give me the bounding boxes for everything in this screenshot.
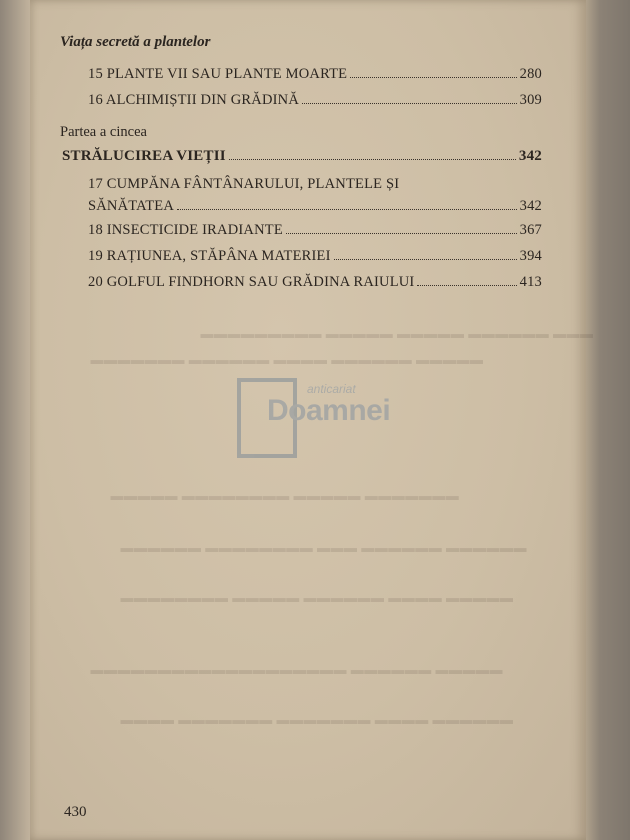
- toc-entry-15: [88, 66, 542, 83]
- toc-entry-18: [88, 222, 542, 239]
- toc-page-number: 280: [519, 66, 542, 82]
- toc-entry-label: 18 INSECTICIDE IRADIANTE: [88, 222, 283, 238]
- toc-entry-label: 20 GOLFUL FINDHORN SAU GRĂDINA RAIULUI: [88, 274, 415, 290]
- toc-entry-label: 15 PLANTE VII SAU PLANTE MOARTE: [88, 66, 348, 82]
- watermark-small-text: anticariat: [307, 382, 356, 396]
- dot-leader: [302, 103, 517, 104]
- toc-entry-label: SĂNĂTATEA: [88, 198, 175, 214]
- page-number: 430: [64, 804, 87, 820]
- dot-leader: [350, 77, 516, 78]
- part-title: STRĂLUCIREA VIEȚII: [62, 148, 226, 164]
- toc-page-number: 309: [519, 92, 542, 108]
- toc-page-number: 394: [519, 248, 542, 264]
- dot-leader: [177, 209, 517, 210]
- toc-entry-17-line1: 17 CUMPĂNA FÂNTÂNARULUI, PLANTELE ȘI: [88, 176, 400, 192]
- book-page-photo: ▬▬▬ ▬▬▬▬▬▬ ▬▬▬▬▬ ▬▬▬▬▬ ▬▬▬▬▬▬▬▬▬ ▬▬▬▬▬ ▬▬▬▬▬▬ ▬▬▬▬ ▬▬▬▬▬▬ ▬▬▬▬▬▬▬ ▬▬▬▬▬▬▬ ▬▬▬▬▬ ▬▬▬▬▬▬▬▬ ▬▬▬▬▬ ▬▬▬▬▬▬ ▬▬▬▬▬▬ ▬▬▬ ▬▬▬▬▬▬▬▬ ▬▬▬▬▬▬ ▬▬▬▬▬ ▬▬▬▬ ▬▬▬▬▬▬ ▬▬▬▬▬ ▬▬▬▬▬▬▬▬ ▬▬▬▬▬ ▬▬▬▬▬▬ ▬▬▬▬▬▬▬▬▬▬▬▬▬▬▬▬▬▬▬ ▬▬▬▬▬▬ ▬▬▬▬ ▬▬▬▬▬▬▬ ▬▬▬▬▬▬▬ ▬▬▬▬ Viața secretă a plantelor 15 PLANTE VII SAU PLANTE MOARTE 280 16 ALCHIMIȘTII DIN GRĂDINĂ 309 Partea a cincea STRĂLUCIREA VIEȚII 342 17 CUMPĂNA FÂNTÂNARULUI, PLANTELE ȘI SĂNĂTATEA 342 18 INSECTICIDE IRADIANTE 367 19 RAȚIUNEA, STĂPÂNA MATERIEI 394 20 GOLFUL FINDHORN SAU GRĂDINA RAIULUI 413 anticariat Doamnei 430: [0, 0, 630, 840]
- toc-entry-label: 19 RAȚIUNEA, STĂPÂNA MATERIEI: [88, 248, 331, 264]
- toc-entry-17: [88, 198, 542, 215]
- toc-page-number: 342: [518, 148, 542, 164]
- toc-page-number: 413: [519, 274, 542, 290]
- dot-leader: [417, 285, 516, 286]
- toc-entry-20: [88, 274, 542, 291]
- dot-leader: [334, 259, 517, 260]
- watermark-brand-text: Doamnei: [267, 394, 391, 427]
- toc-entry-16: [88, 92, 542, 109]
- toc-entry-19: [88, 248, 542, 265]
- section-title: Viața secretă a plantelor: [60, 34, 211, 50]
- dot-leader: [286, 233, 517, 234]
- watermark-logo: [237, 378, 447, 460]
- toc-page-number: 367: [519, 222, 542, 238]
- toc-part-title-entry: [62, 148, 542, 165]
- toc-entry-label: 16 ALCHIMIȘTII DIN GRĂDINĂ: [88, 92, 300, 108]
- part-label: Partea a cincea: [60, 124, 147, 140]
- dot-leader: [229, 159, 516, 160]
- toc-page-number: 342: [519, 198, 542, 214]
